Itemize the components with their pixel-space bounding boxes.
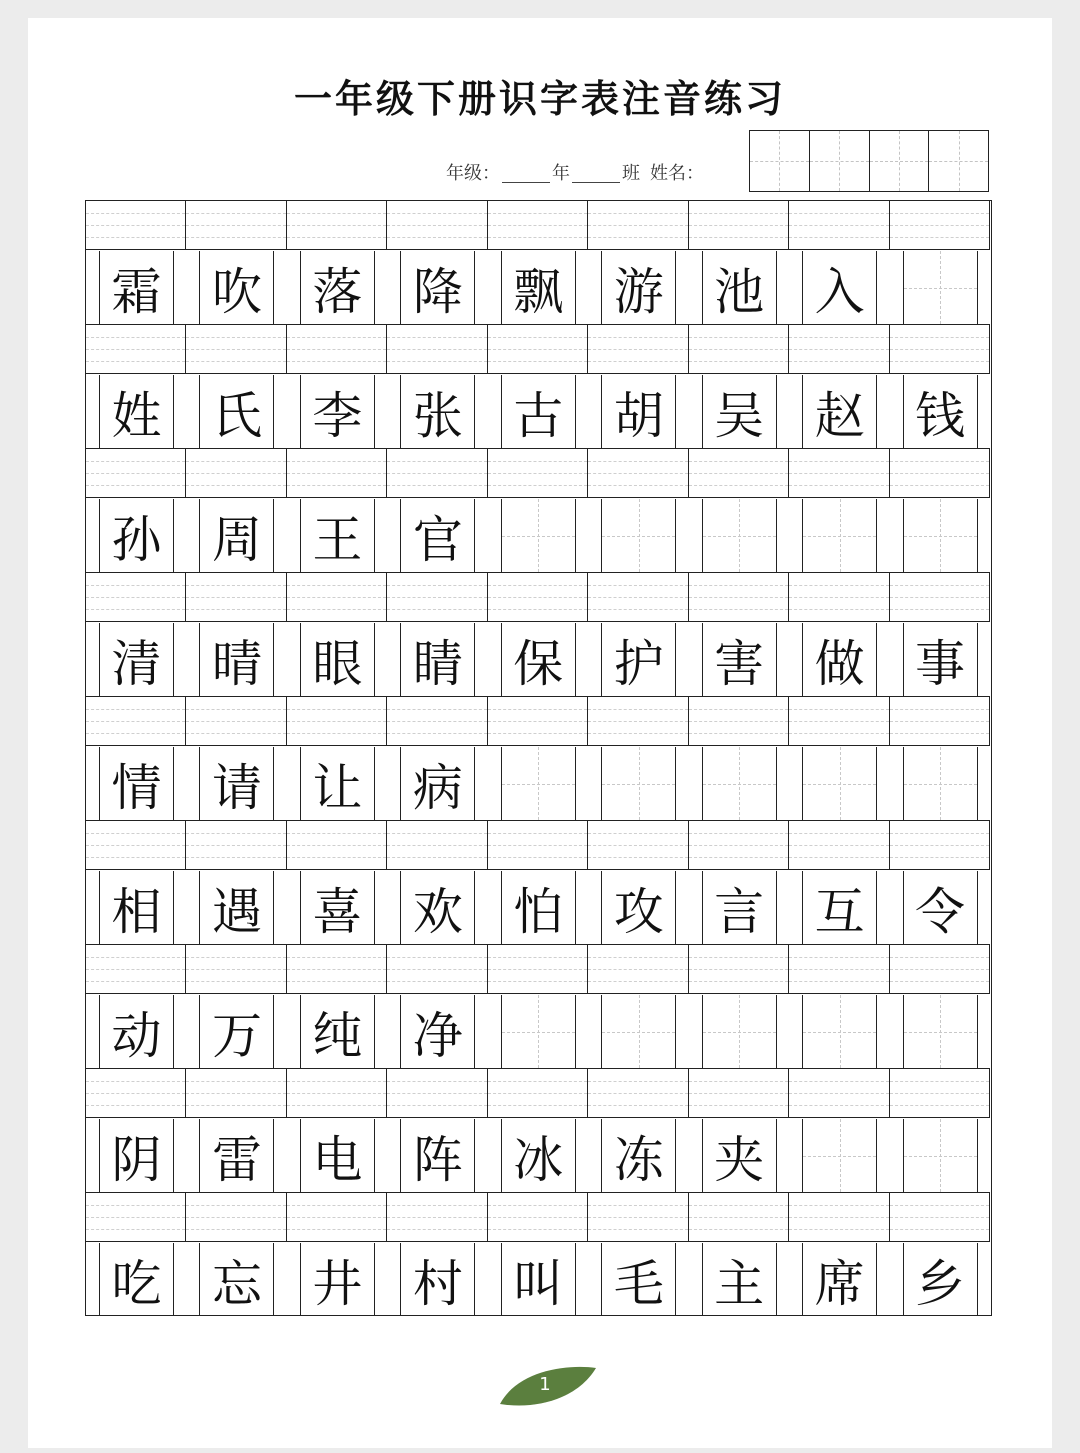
- chinese-character: 钱: [915, 386, 966, 445]
- character-box: [802, 623, 877, 696]
- chinese-character: 乡: [915, 1254, 966, 1313]
- pinyin-cell[interactable]: [86, 821, 186, 869]
- pinyin-cell[interactable]: [789, 1069, 889, 1117]
- chinese-character: 主: [714, 1254, 765, 1313]
- name-label: 姓名：: [650, 163, 704, 184]
- hanzi-strip: [86, 1243, 990, 1316]
- character-box: [400, 747, 475, 820]
- pinyin-cell[interactable]: [689, 449, 789, 497]
- chinese-character: 雷: [211, 1130, 262, 1189]
- pinyin-cell[interactable]: [588, 697, 688, 745]
- hanzi-strip: [86, 499, 990, 572]
- pinyin-cell[interactable]: [186, 325, 286, 373]
- pinyin-cell[interactable]: [890, 821, 990, 869]
- chinese-character: 害: [714, 634, 765, 693]
- character-box: [99, 251, 174, 324]
- pinyin-cell[interactable]: [186, 945, 286, 993]
- grade-blank[interactable]: [502, 162, 550, 183]
- practice-row: [86, 945, 990, 1069]
- hanzi-strip: [86, 623, 990, 696]
- empty-character-box[interactable]: [501, 747, 576, 820]
- empty-character-box[interactable]: [903, 1119, 978, 1192]
- character-box: [199, 623, 274, 696]
- character-box: [702, 1243, 777, 1316]
- character-box: [199, 499, 274, 572]
- pinyin-strip: [86, 945, 990, 995]
- pinyin-cell[interactable]: [86, 697, 186, 745]
- chinese-character: 护: [613, 634, 664, 693]
- character-box: [702, 871, 777, 944]
- character-box: [501, 1243, 576, 1316]
- chinese-character: 互: [814, 882, 865, 941]
- pinyin-cell[interactable]: [287, 201, 387, 249]
- pinyin-cell[interactable]: [689, 1193, 789, 1241]
- chinese-character: 万: [211, 1006, 262, 1065]
- character-box: [802, 251, 877, 324]
- pinyin-cell[interactable]: [287, 325, 387, 373]
- pinyin-cell[interactable]: [488, 697, 588, 745]
- empty-character-box[interactable]: [802, 1119, 877, 1192]
- character-box: [400, 251, 475, 324]
- character-box: [601, 623, 676, 696]
- pinyin-strip: [86, 573, 990, 623]
- pinyin-cell[interactable]: [689, 821, 789, 869]
- chinese-character: 胡: [613, 386, 664, 445]
- character-box: [199, 871, 274, 944]
- pinyin-cell[interactable]: [588, 821, 688, 869]
- pinyin-cell[interactable]: [890, 1193, 990, 1241]
- pinyin-cell[interactable]: [689, 573, 789, 621]
- character-box: [400, 1119, 475, 1192]
- character-box: [199, 1119, 274, 1192]
- character-box: [400, 995, 475, 1068]
- character-box: [400, 623, 475, 696]
- chinese-character: 赵: [814, 386, 865, 445]
- pinyin-cell[interactable]: [488, 201, 588, 249]
- empty-character-box[interactable]: [601, 747, 676, 820]
- character-box: [601, 1119, 676, 1192]
- pinyin-cell[interactable]: [86, 449, 186, 497]
- pinyin-cell[interactable]: [488, 821, 588, 869]
- chinese-character: 姓: [111, 386, 162, 445]
- pinyin-cell[interactable]: [287, 449, 387, 497]
- chinese-character: 古: [513, 386, 564, 445]
- pinyin-cell[interactable]: [287, 821, 387, 869]
- pinyin-cell[interactable]: [890, 449, 990, 497]
- character-box: [903, 623, 978, 696]
- pinyin-cell[interactable]: [890, 1069, 990, 1117]
- chinese-character: 霜: [111, 262, 162, 321]
- chinese-character: 攻: [613, 882, 664, 941]
- pinyin-cell[interactable]: [588, 449, 688, 497]
- pinyin-cell[interactable]: [287, 697, 387, 745]
- name-box-cell[interactable]: [929, 131, 988, 191]
- pinyin-cell[interactable]: [287, 1193, 387, 1241]
- character-box: [99, 871, 174, 944]
- pinyin-cell[interactable]: [186, 201, 286, 249]
- pinyin-strip: [86, 1069, 990, 1119]
- pinyin-cell[interactable]: [588, 945, 688, 993]
- character-box: [400, 871, 475, 944]
- chinese-character: 吴: [714, 386, 765, 445]
- pinyin-cell[interactable]: [588, 1193, 688, 1241]
- pinyin-strip: [86, 201, 990, 251]
- pinyin-cell[interactable]: [387, 945, 487, 993]
- student-info-line: [446, 158, 704, 186]
- chinese-character: 降: [412, 262, 463, 321]
- character-box: [702, 375, 777, 448]
- chinese-character: 阵: [412, 1130, 463, 1189]
- chinese-character: 情: [111, 758, 162, 817]
- empty-character-box[interactable]: [601, 995, 676, 1068]
- hanzi-strip: [86, 375, 990, 448]
- chinese-character: 事: [915, 634, 966, 693]
- character-box: [601, 871, 676, 944]
- empty-character-box[interactable]: [501, 995, 576, 1068]
- pinyin-cell[interactable]: [588, 573, 688, 621]
- practice-row: [86, 201, 990, 325]
- empty-character-box[interactable]: [802, 995, 877, 1068]
- chinese-character: 净: [412, 1006, 463, 1065]
- chinese-character: 夹: [714, 1130, 765, 1189]
- pinyin-cell[interactable]: [689, 945, 789, 993]
- chinese-character: 村: [412, 1254, 463, 1313]
- pinyin-cell[interactable]: [789, 821, 889, 869]
- empty-character-box[interactable]: [903, 499, 978, 572]
- character-box: [501, 1119, 576, 1192]
- chinese-character: 令: [915, 882, 966, 941]
- pinyin-cell[interactable]: [186, 573, 286, 621]
- chinese-character: 动: [111, 1006, 162, 1065]
- pinyin-cell[interactable]: [789, 201, 889, 249]
- pinyin-cell[interactable]: [387, 325, 487, 373]
- character-box: [199, 1243, 274, 1316]
- class-label: 班: [622, 163, 640, 184]
- chinese-character: 保: [513, 634, 564, 693]
- pinyin-cell[interactable]: [287, 573, 387, 621]
- pinyin-cell[interactable]: [387, 449, 487, 497]
- character-box: [300, 251, 375, 324]
- chinese-character: 忘: [211, 1254, 262, 1313]
- pinyin-cell[interactable]: [689, 1069, 789, 1117]
- pinyin-cell[interactable]: [789, 573, 889, 621]
- chinese-character: 官: [412, 510, 463, 569]
- chinese-character: 飘: [513, 262, 564, 321]
- chinese-character: 游: [613, 262, 664, 321]
- pinyin-cell[interactable]: [689, 201, 789, 249]
- class-blank[interactable]: [572, 162, 620, 183]
- pinyin-cell[interactable]: [488, 325, 588, 373]
- pinyin-cell[interactable]: [588, 201, 688, 249]
- character-box: [400, 499, 475, 572]
- chinese-character: 冰: [513, 1130, 564, 1189]
- chinese-character: 病: [412, 758, 463, 817]
- pinyin-cell[interactable]: [689, 697, 789, 745]
- pinyin-cell[interactable]: [387, 697, 487, 745]
- character-box: [802, 375, 877, 448]
- character-box: [400, 1243, 475, 1316]
- chinese-character: 孙: [111, 510, 162, 569]
- character-box: [903, 871, 978, 944]
- pinyin-strip: [86, 325, 990, 375]
- chinese-character: 叫: [513, 1254, 564, 1313]
- character-box: [199, 375, 274, 448]
- chinese-character: 阴: [111, 1130, 162, 1189]
- character-box: [99, 1119, 174, 1192]
- pinyin-strip: [86, 697, 990, 747]
- pinyin-cell[interactable]: [86, 573, 186, 621]
- pinyin-cell[interactable]: [287, 1069, 387, 1117]
- practice-row: [86, 697, 990, 821]
- character-box: [802, 1243, 877, 1316]
- pinyin-cell[interactable]: [488, 1193, 588, 1241]
- pinyin-cell[interactable]: [186, 697, 286, 745]
- character-box: [199, 995, 274, 1068]
- character-box: [199, 747, 274, 820]
- pinyin-cell[interactable]: [789, 449, 889, 497]
- pinyin-strip: [86, 821, 990, 871]
- chinese-character: 清: [111, 634, 162, 693]
- chinese-character: 言: [714, 882, 765, 941]
- empty-character-box[interactable]: [501, 499, 576, 572]
- character-box: [300, 375, 375, 448]
- pinyin-cell[interactable]: [86, 1069, 186, 1117]
- character-box: [300, 995, 375, 1068]
- grade-label: 年级：: [446, 163, 500, 184]
- pinyin-cell[interactable]: [86, 201, 186, 249]
- character-box: [501, 871, 576, 944]
- practice-row: [86, 449, 990, 573]
- character-box: [702, 623, 777, 696]
- chinese-character: 席: [814, 1254, 865, 1313]
- pinyin-cell[interactable]: [890, 573, 990, 621]
- character-box: [300, 747, 375, 820]
- pinyin-cell[interactable]: [789, 697, 889, 745]
- chinese-character: 张: [412, 386, 463, 445]
- pinyin-cell[interactable]: [488, 945, 588, 993]
- character-box: [99, 1243, 174, 1316]
- pinyin-cell[interactable]: [789, 1193, 889, 1241]
- character-box: [300, 623, 375, 696]
- character-box: [99, 375, 174, 448]
- page-title: 一年级下册识字表注音练习: [293, 77, 786, 121]
- chinese-character: 毛: [613, 1254, 664, 1313]
- pinyin-cell[interactable]: [488, 449, 588, 497]
- pinyin-cell[interactable]: [789, 325, 889, 373]
- pinyin-cell[interactable]: [488, 1069, 588, 1117]
- pinyin-cell[interactable]: [387, 1193, 487, 1241]
- character-box: [802, 871, 877, 944]
- name-box-cell[interactable]: [870, 131, 930, 191]
- character-box: [300, 871, 375, 944]
- chinese-character: 怕: [513, 882, 564, 941]
- chinese-character: 吹: [211, 262, 262, 321]
- character-box: [99, 623, 174, 696]
- character-box: [99, 995, 174, 1068]
- practice-row: [86, 325, 990, 449]
- pinyin-cell[interactable]: [890, 945, 990, 993]
- pinyin-cell[interactable]: [86, 945, 186, 993]
- character-box: [903, 1243, 978, 1316]
- pinyin-cell[interactable]: [86, 325, 186, 373]
- year-label: 年: [552, 163, 570, 184]
- chinese-character: 入: [814, 262, 865, 321]
- hanzi-strip: [86, 995, 990, 1068]
- character-box: [400, 375, 475, 448]
- chinese-character: 氏: [211, 386, 262, 445]
- chinese-character: 池: [714, 262, 765, 321]
- character-box: [300, 499, 375, 572]
- chinese-character: 吃: [111, 1254, 162, 1313]
- pinyin-cell[interactable]: [890, 697, 990, 745]
- pinyin-cell[interactable]: [789, 945, 889, 993]
- pinyin-strip: [86, 1193, 990, 1243]
- chinese-character: 冻: [613, 1130, 664, 1189]
- pinyin-cell[interactable]: [186, 1193, 286, 1241]
- pinyin-cell[interactable]: [387, 201, 487, 249]
- chinese-character: 王: [312, 510, 363, 569]
- chinese-character: 让: [312, 758, 363, 817]
- pinyin-cell[interactable]: [387, 573, 487, 621]
- name-writing-boxes[interactable]: [749, 130, 989, 192]
- practice-row: [86, 573, 990, 697]
- chinese-character: 请: [211, 758, 262, 817]
- pinyin-cell[interactable]: [186, 821, 286, 869]
- character-box: [903, 375, 978, 448]
- pinyin-strip: [86, 449, 990, 499]
- empty-character-box[interactable]: [601, 499, 676, 572]
- chinese-character: 睛: [412, 634, 463, 693]
- name-box-cell[interactable]: [750, 131, 810, 191]
- character-box: [501, 251, 576, 324]
- practice-grid: [85, 200, 992, 1316]
- pinyin-cell[interactable]: [588, 1069, 688, 1117]
- character-box: [501, 375, 576, 448]
- character-box: [601, 375, 676, 448]
- chinese-character: 眼: [312, 634, 363, 693]
- pinyin-cell[interactable]: [890, 201, 990, 249]
- empty-character-box[interactable]: [802, 747, 877, 820]
- character-box: [702, 251, 777, 324]
- pinyin-cell[interactable]: [689, 325, 789, 373]
- chinese-character: 落: [312, 262, 363, 321]
- character-box: [300, 1119, 375, 1192]
- pinyin-cell[interactable]: [488, 573, 588, 621]
- hanzi-strip: [86, 747, 990, 820]
- chinese-character: 相: [111, 882, 162, 941]
- pinyin-cell[interactable]: [890, 325, 990, 373]
- empty-character-box[interactable]: [702, 995, 777, 1068]
- hanzi-strip: [86, 871, 990, 944]
- character-box: [99, 747, 174, 820]
- empty-character-box[interactable]: [702, 747, 777, 820]
- chinese-character: 电: [312, 1130, 363, 1189]
- practice-row: [86, 821, 990, 945]
- chinese-character: 晴: [211, 634, 262, 693]
- chinese-character: 井: [312, 1254, 363, 1313]
- chinese-character: 欢: [412, 882, 463, 941]
- empty-character-box[interactable]: [903, 251, 978, 324]
- pinyin-cell[interactable]: [387, 821, 487, 869]
- empty-character-box[interactable]: [702, 499, 777, 572]
- page-number: 1: [539, 1374, 551, 1395]
- chinese-character: 喜: [312, 882, 363, 941]
- pinyin-cell[interactable]: [387, 1069, 487, 1117]
- hanzi-strip: [86, 1119, 990, 1192]
- character-box: [601, 1243, 676, 1316]
- pinyin-cell[interactable]: [588, 325, 688, 373]
- empty-character-box[interactable]: [903, 995, 978, 1068]
- character-box: [300, 1243, 375, 1316]
- pinyin-cell[interactable]: [287, 945, 387, 993]
- character-box: [199, 251, 274, 324]
- chinese-character: 李: [312, 386, 363, 445]
- pinyin-cell[interactable]: [186, 1069, 286, 1117]
- character-box: [601, 251, 676, 324]
- empty-character-box[interactable]: [903, 747, 978, 820]
- hanzi-strip: [86, 251, 990, 324]
- pinyin-cell[interactable]: [186, 449, 286, 497]
- name-box-cell[interactable]: [810, 131, 870, 191]
- practice-row: [86, 1069, 990, 1193]
- character-box: [99, 499, 174, 572]
- character-box: [702, 1119, 777, 1192]
- chinese-character: 纯: [312, 1006, 363, 1065]
- chinese-character: 做: [814, 634, 865, 693]
- pinyin-cell[interactable]: [86, 1193, 186, 1241]
- chinese-character: 周: [211, 510, 262, 569]
- character-box: [501, 623, 576, 696]
- practice-row: [86, 1193, 990, 1317]
- empty-character-box[interactable]: [802, 499, 877, 572]
- chinese-character: 遇: [211, 882, 262, 941]
